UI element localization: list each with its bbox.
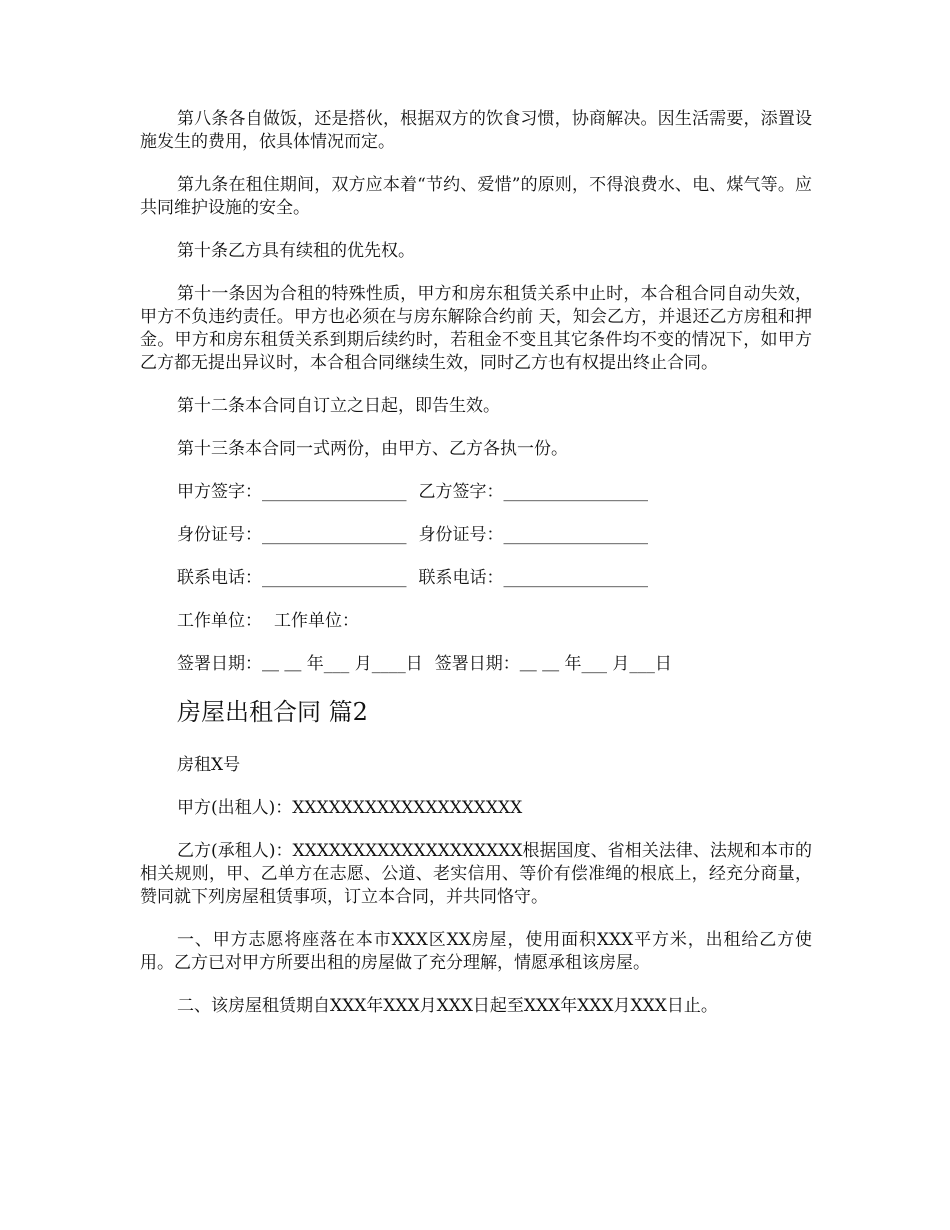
party-b-work-unit: 工作单位： xyxy=(274,611,359,631)
clause-2-paragraph: 二、该房屋租赁期自XXX年XXX月XXX日起至XXX年XXX月XXX日止。 xyxy=(177,996,718,1016)
work-unit-row xyxy=(177,610,812,633)
id-number-row xyxy=(177,524,812,547)
article-8-paragraph: 第八条各自做饭，还是搭伙，根据双方的饮食习惯，协商解决。因生活需要，添置设施发生的费用，依具体情况而定。 xyxy=(140,109,812,152)
phone-row xyxy=(177,567,812,590)
party-a-lessor-paragraph: 甲方(出租人)：XXXXXXXXXXXXXXXXXXX xyxy=(177,798,523,818)
article-12-paragraph: 第十二条本合同自订立之日起，即告生效。 xyxy=(177,396,500,416)
party-a-phone-line: 联系电话：_________________ xyxy=(177,568,407,588)
article-9-paragraph: 第九条在租住期间，双方应本着“节约、爱惜”的原则，不得浪费水、电、煤气等。应共同维护设施的安全。 xyxy=(140,175,812,218)
party-a-id-line: 身份证号：_________________ xyxy=(177,525,407,545)
section-title: 房屋出租合同 篇2 xyxy=(177,698,368,726)
party-b-phone-line: 联系电话：_________________ xyxy=(418,568,648,588)
article-13-paragraph: 第十三条本合同一式两份，由甲方、乙方各执一份。 xyxy=(177,439,568,459)
sign-date-row xyxy=(177,653,812,676)
clause-1-paragraph: 一、甲方志愿将座落在本市XXX区XX房屋，使用面积XXX平方米，出租给乙方使用。乙方已对甲方所要出租的房屋做了充分理解，情愿承租该房屋。 xyxy=(140,930,812,973)
party-a-work-unit: 工作单位： xyxy=(177,611,262,631)
party-a-sign-date: 签署日期：＿ ＿ 年___ 月____日 xyxy=(177,654,423,674)
party-b-lessee-paragraph: 乙方(承租人)：XXXXXXXXXXXXXXXXXXX根据国度、省相关法律、法规和本市的相关规则，甲、乙单方在志愿、公道、老实信用、等价有偿准绳的根底上，经充分商量，赞同就下列房屋租赁事项，订立本合同，并共同恪守。 xyxy=(140,841,812,907)
signature-row xyxy=(177,481,812,504)
party-a-signature-line: 甲方签字：_________________ xyxy=(177,482,407,502)
party-b-id-line: 身份证号：_________________ xyxy=(418,525,648,545)
party-b-signature-line: 乙方签字：_________________ xyxy=(418,482,648,502)
document-page xyxy=(140,108,812,1038)
rent-number-paragraph: 房租X号 xyxy=(177,755,241,775)
party-b-sign-date: 签署日期：＿ ＿ 年___ 月___日 xyxy=(434,654,672,674)
article-10-paragraph: 第十条乙方具有续租的优先权。 xyxy=(177,241,415,261)
article-11-paragraph: 第十一条因为合租的特殊性质，甲方和房东租赁关系中止时，本合租合同自动失效，甲方不负违约责任。甲方也必须在与房东解除合约前 天，知会乙方，并退还乙方房租和押金。甲方和房东租赁关系到期后续约时，若租金不变且其它条件均不变的情况下，如甲方乙方都无提出异议时，本合租合同继续生效，同时乙方也有权提出终止合同。 xyxy=(140,284,812,373)
